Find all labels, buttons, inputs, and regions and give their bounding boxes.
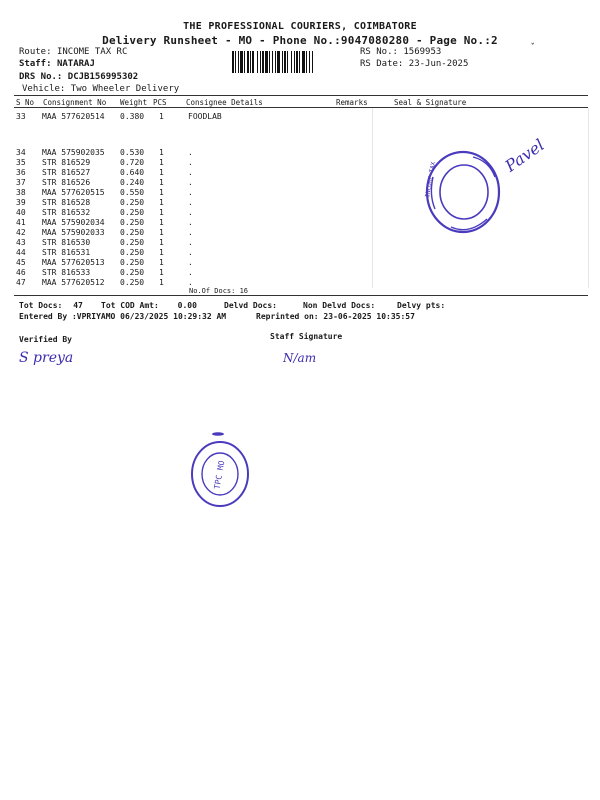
cell-sno: 37	[16, 178, 26, 187]
cell-sno: 42	[16, 228, 26, 237]
cell-weight: 0.550	[120, 188, 145, 197]
cell-weight: 0.250	[120, 248, 145, 257]
cell-consignee: .	[188, 178, 193, 187]
rs-date-label: RS Date:	[360, 59, 404, 69]
cell-weight: 0.250	[120, 198, 145, 207]
col-seal-header: Seal & Signature	[394, 98, 467, 107]
tot-cod-value: 0.00	[177, 301, 197, 310]
cell-consignment: STR 816526	[42, 178, 91, 187]
cell-pcs: 1	[159, 268, 164, 277]
col-sno-header: S No	[16, 98, 35, 107]
table-top-rule	[14, 95, 588, 96]
table-row	[16, 112, 576, 122]
cell-consignment: STR 816530	[42, 238, 91, 247]
rs-date-line	[360, 59, 468, 69]
cell-sno: 38	[16, 188, 26, 197]
cell-consignment: MAA 575902033	[42, 228, 105, 237]
delvd-docs: Delvd Docs:	[224, 301, 277, 310]
staff-label: Staff:	[19, 59, 52, 69]
drs-label: DRS No.:	[19, 72, 63, 82]
rs-date-value: 23-Jun-2025	[408, 59, 469, 69]
rs-no-value: 1569953	[403, 47, 442, 57]
rs-no-label: RS No.:	[360, 47, 398, 57]
cell-consignee: .	[188, 188, 193, 197]
cell-weight: 0.240	[120, 178, 145, 187]
table-row	[16, 268, 576, 278]
staff-signature-label: Staff Signature	[270, 332, 343, 341]
table-header-rule	[14, 107, 588, 108]
rs-no-line	[360, 47, 441, 57]
cell-sno: 36	[16, 168, 26, 177]
table-row	[16, 278, 576, 288]
col-weight-header: Weight	[120, 98, 148, 107]
seal-column-guide	[588, 108, 589, 288]
cell-consignment: STR 816531	[42, 248, 91, 257]
drs-line	[19, 72, 138, 82]
cell-sno: 39	[16, 198, 26, 207]
cell-consignee: FOODLAB	[188, 112, 222, 121]
verified-by-label: Verified By	[19, 335, 72, 344]
staff-value: NATARAJ	[56, 59, 95, 69]
cell-weight: 0.380	[120, 112, 145, 121]
cell-sno: 45	[16, 258, 26, 267]
route-line	[19, 47, 127, 57]
table-bottom-rule	[14, 295, 588, 296]
cell-sno: 33	[16, 112, 26, 121]
cell-sno: 47	[16, 278, 26, 287]
no-of-docs: No.Of Docs: 16	[189, 287, 249, 295]
barcode	[232, 51, 354, 73]
cell-pcs: 1	[159, 198, 164, 207]
vehicle-label: Vehicle:	[22, 84, 66, 94]
cell-pcs: 1	[159, 278, 164, 287]
cell-pcs: 1	[159, 178, 164, 187]
cell-consignee: .	[188, 148, 193, 157]
col-pcs-header: PCS	[153, 98, 167, 107]
cell-consignment: STR 816528	[42, 198, 91, 207]
cell-weight: 0.250	[120, 278, 145, 287]
route-label: Route:	[19, 47, 52, 57]
seal-signature: Pavel	[501, 135, 548, 176]
cell-consignee: .	[188, 238, 193, 247]
cell-pcs: 1	[159, 248, 164, 257]
cell-consignment: MAA 575902035	[42, 148, 105, 157]
cell-weight: 0.530	[120, 148, 145, 157]
vehicle-value: Two Wheeler Delivery	[70, 84, 180, 94]
cell-pcs: 1	[159, 112, 164, 121]
table-row	[16, 258, 576, 268]
cell-consignment: STR 816532	[42, 208, 91, 217]
cell-pcs: 1	[159, 258, 164, 267]
cell-consignee: .	[188, 278, 193, 287]
tot-docs-label: Tot Docs:	[19, 301, 63, 310]
cell-consignment: MAA 575902034	[42, 218, 105, 227]
seal-text: INCOME TAX	[424, 161, 438, 199]
delvy-pts: Delvy pts:	[397, 301, 446, 310]
company-stamp	[188, 431, 252, 511]
table-row	[16, 238, 576, 248]
verified-signature: S preya	[19, 350, 74, 366]
cell-sno: 41	[16, 218, 26, 227]
cell-sno: 35	[16, 158, 26, 167]
cell-weight: 0.250	[120, 228, 145, 237]
tot-docs	[19, 301, 83, 310]
cell-weight: 0.250	[120, 238, 145, 247]
staff-line	[19, 59, 95, 69]
company-title: THE PROFESSIONAL COURIERS, COIMBATORE	[183, 21, 417, 32]
non-delvd-docs: Non Delvd Docs:	[303, 301, 376, 310]
cell-consignment: STR 816533	[42, 268, 91, 277]
cell-sno: 34	[16, 148, 26, 157]
cell-consignee: .	[188, 268, 193, 277]
cell-consignee: .	[188, 258, 193, 267]
cell-consignment: STR 816529	[42, 158, 91, 167]
cell-weight: 0.640	[120, 168, 145, 177]
runsheet-subtitle: Delivery Runsheet - MO - Phone No.:9047080280 - Page No.:2	[102, 34, 498, 47]
cell-pcs: 1	[159, 208, 164, 217]
col-remarks-header: Remarks	[336, 98, 368, 107]
cell-consignee: .	[188, 218, 193, 227]
recipient-seal-stamp	[421, 147, 505, 237]
cell-consignment: STR 816527	[42, 168, 91, 177]
vehicle-line	[22, 84, 179, 94]
tot-docs-value: 47	[73, 301, 83, 310]
cell-pcs: 1	[159, 218, 164, 227]
entered-by: Entered By :VPRIYAMO 06/23/2025 10:29:32 AM	[19, 312, 227, 321]
cell-consignment: MAA 577620514	[42, 112, 105, 121]
route-value: INCOME TAX RC	[56, 47, 128, 57]
cell-pcs: 1	[159, 168, 164, 177]
corner-mark: ˇ	[530, 43, 536, 53]
cell-sno: 43	[16, 238, 26, 247]
cell-consignment: MAA 577620515	[42, 188, 105, 197]
cell-weight: 0.250	[120, 208, 145, 217]
cell-consignee: .	[188, 248, 193, 257]
cell-sno: 40	[16, 208, 26, 217]
cell-sno: 44	[16, 248, 26, 257]
drs-value: DCJB156995302	[67, 72, 139, 82]
cell-consignee: .	[188, 158, 193, 167]
cell-consignee: .	[188, 228, 193, 237]
cell-weight: 0.250	[120, 218, 145, 227]
cell-consignee: .	[188, 198, 193, 207]
col-consignee-header: Consignee Details	[186, 98, 263, 107]
cell-pcs: 1	[159, 148, 164, 157]
cell-pcs: 1	[159, 188, 164, 197]
tot-cod	[101, 301, 197, 310]
tot-cod-label: Tot COD Amt:	[101, 301, 159, 310]
cell-consignment: MAA 577620512	[42, 278, 105, 287]
cell-weight: 0.250	[120, 268, 145, 277]
cell-pcs: 1	[159, 158, 164, 167]
cell-weight: 0.720	[120, 158, 145, 167]
cell-weight: 0.250	[120, 258, 145, 267]
staff-signature: N/am	[283, 351, 317, 365]
cell-consignment: MAA 577620513	[42, 258, 105, 267]
cell-pcs: 1	[159, 238, 164, 247]
col-consignment-header: Consignment No	[43, 98, 107, 107]
cell-pcs: 1	[159, 228, 164, 237]
cell-consignee: .	[188, 168, 193, 177]
cell-sno: 46	[16, 268, 26, 277]
stamp-text: TPC MO	[212, 459, 227, 490]
table-row	[16, 248, 576, 258]
reprinted-on: Reprinted on: 23-06-2025 10:35:57	[256, 312, 415, 321]
cell-consignee: .	[188, 208, 193, 217]
